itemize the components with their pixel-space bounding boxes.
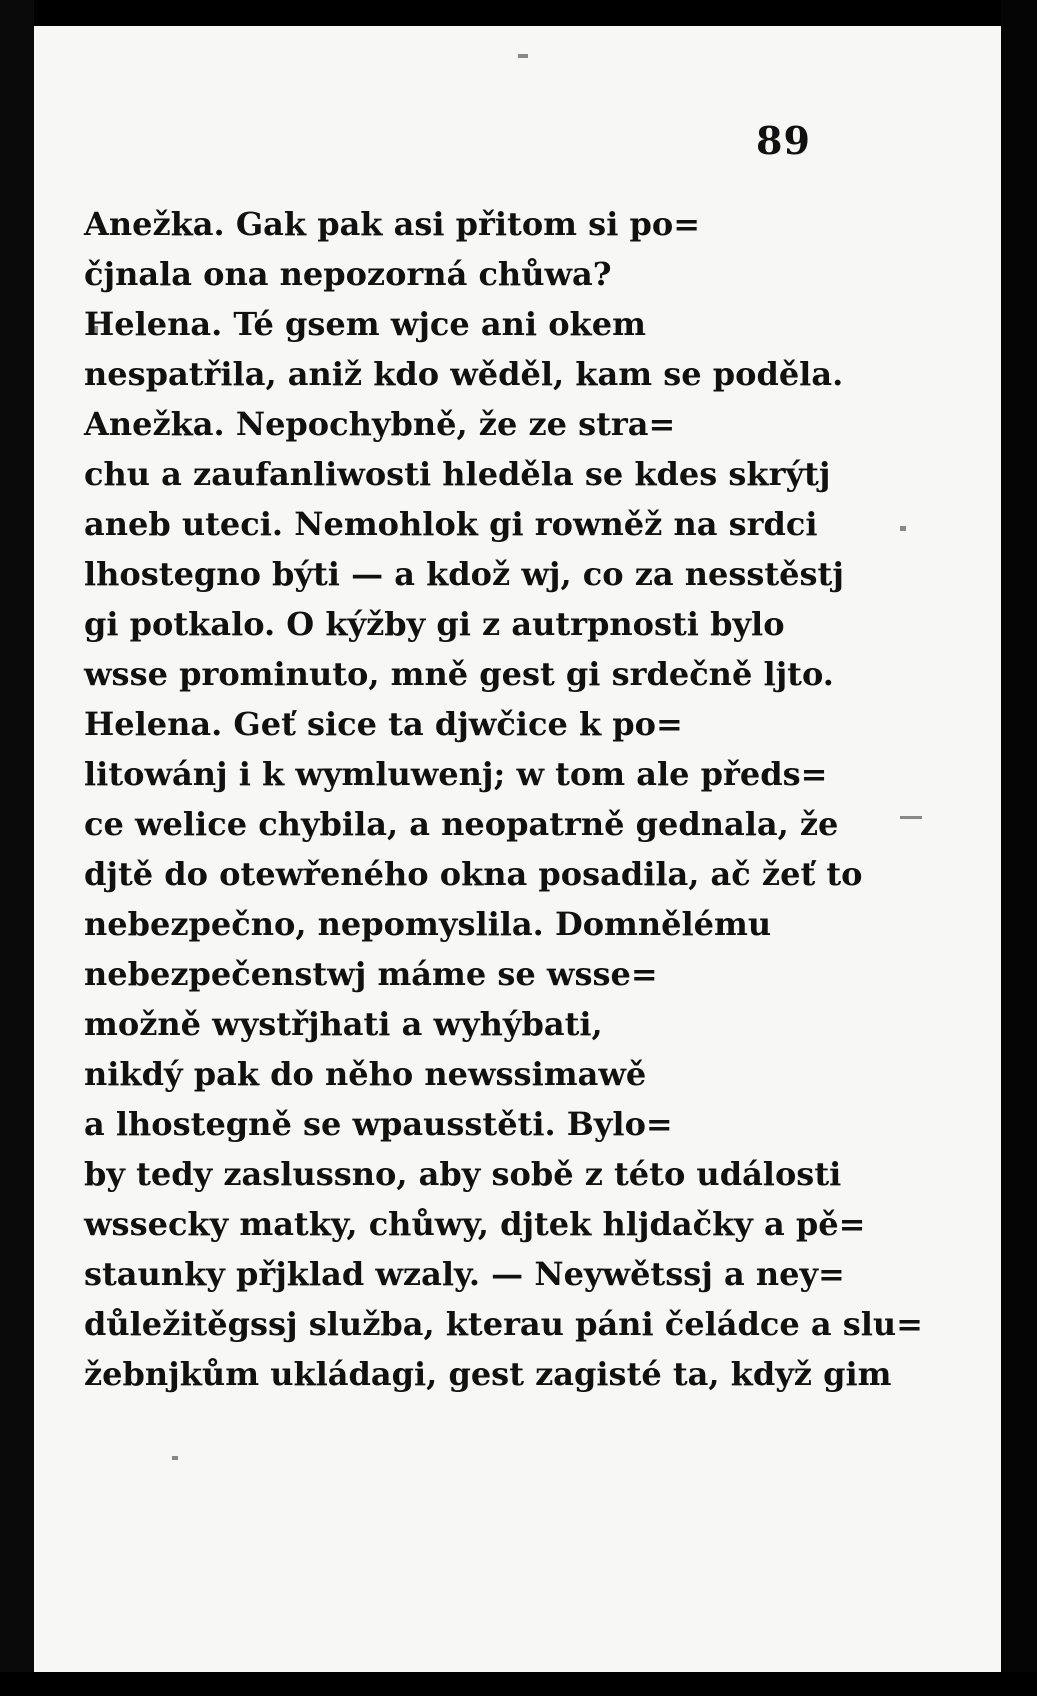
scan-bottom-edge [0,1672,1037,1696]
text-line: by tedy zaslussno, aby sobě z této události [84,1155,842,1193]
ink-speck [900,526,906,531]
text-line: aneb uteci. Nemohlok gi rowněž na srdci [84,505,818,543]
text-line: a lhostegně se wpausstěti. Bylo= [84,1105,673,1143]
text-line: Anežka. Gak pak asi přitom si po= [84,205,701,243]
text-line: Helena. Geť sice ta djwčice k po= [84,705,683,743]
text-line: Anežka. Nepochybně, že ze stra= [84,405,676,443]
text-line: chu a zaufanliwosti hleděla se kdes skrýtj [84,455,831,493]
text-line: nespatřila, aniž kdo wěděl, kam se poděla. [84,355,844,393]
text-line: lhostegno býti — a kdož wj, co za nesstěstj [84,555,844,593]
text-line: gi potkalo. O kýžby gi z autrpnosti bylo [84,605,785,643]
text-line: ce welice chybila, a neopatrně gednala, že [84,805,839,843]
scan-right-edge [1001,0,1037,1696]
text-line: nikdý pak do něho newssimawě [84,1055,647,1093]
page-number: 89 [756,118,811,163]
text-line: nebezpečenstwj máme se wsse= [84,955,658,993]
text-line: možně wystřjhati a wyhýbati, [84,1005,603,1043]
text-line: staunky přjklad wzaly. — Neywětssj a ney= [84,1255,845,1293]
text-line: důležitěgssj služba, kterau páni čeládce a slu= [84,1305,923,1343]
text-line: wssecky matky, chůwy, djtek hljdačky a pě= [84,1205,866,1243]
ink-speck [518,54,528,58]
text-line: čjnala ona nepozorná chůwa? [84,255,612,293]
scan-left-edge [0,0,34,1696]
text-line: Helena. Té gsem wjce ani okem [84,305,646,343]
ink-speck [172,1456,178,1460]
text-line: wsse prominuto, mně gest gi srdečně ljto. [84,655,834,693]
text-line: litowánj i k wymluwenj; w tom ale předs= [84,755,828,793]
text-line: nebezpečno, nepomyslila. Domnělému [84,905,772,943]
text-line: žebnjkům ukládagi, gest zagisté ta, když gim [84,1355,892,1393]
text-line: djtě do otewřeného okna posadila, ač žeť to [84,855,863,893]
ink-speck [900,816,922,819]
